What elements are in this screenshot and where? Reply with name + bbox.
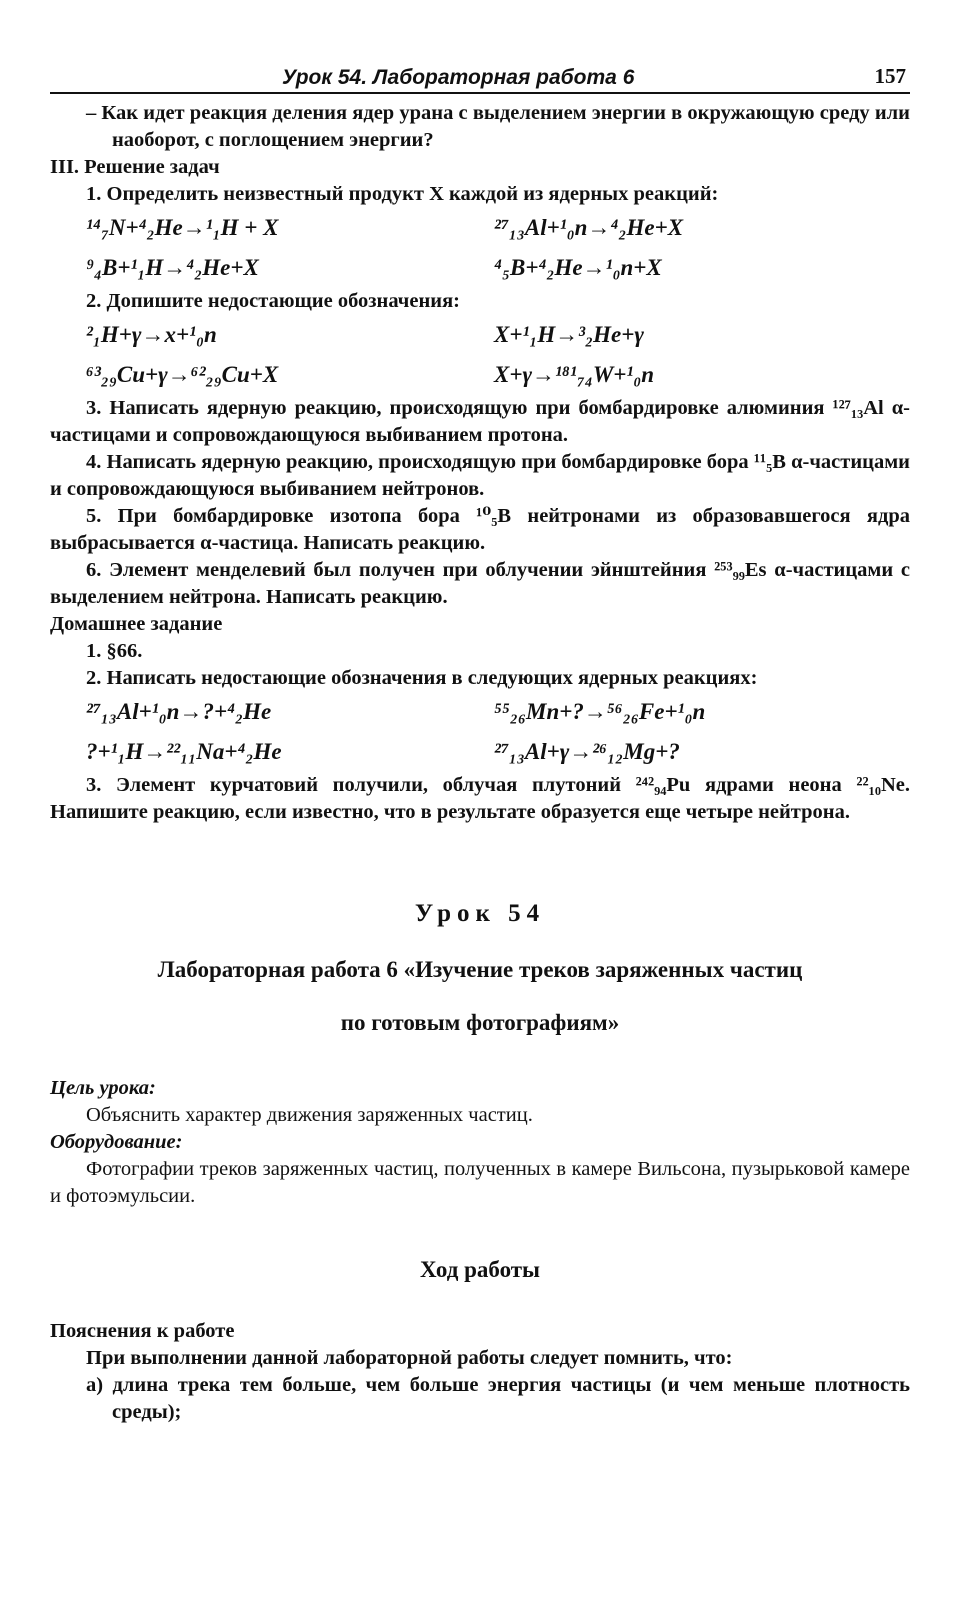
- equation: ¹⁴₇N+⁴₂He→¹₁H + X: [86, 215, 279, 240]
- lesson-title: по готовым фотографиям»: [340, 1010, 620, 1035]
- equation-row: [50, 355, 910, 395]
- equation: ²⁷₁₃Al+¹₀n→⁴₂He+X: [494, 215, 684, 240]
- task-6: 6. Элемент менделевий был получен при облучении эйнштейния ²⁵³₉₉Es α-частицами с выделением нейтрона. Написать реакцию.: [50, 559, 910, 608]
- lesson-heading: Урок 54: [414, 900, 546, 927]
- task-3: 3. Написать ядерную реакцию, происходящую при бомбардировке алюминия ¹²⁷₁₃Al α-частицами и сопровождающуюся выбиванием протона.: [50, 397, 910, 446]
- goal-label: Цель урока:: [50, 1077, 156, 1099]
- equipment-label: Оборудование:: [50, 1131, 183, 1153]
- explanation-item-a: а) длина трека тем больше, чем больше энергия частицы (и чем меньше плотность среды);: [86, 1374, 910, 1423]
- header-title: Урок 54. Лабораторная работа 6: [282, 66, 635, 89]
- lesson-title: Лабораторная работа 6 «Изучение треков заряженных частиц: [157, 957, 803, 982]
- goal-text: Объяснить характер движения заряженных частиц.: [86, 1104, 533, 1126]
- page-number: 157: [874, 64, 906, 88]
- task-5: 5. При бомбардировке изотопа бора ¹⁰₅B нейтронами из образовавшегося ядра выбрасывается α-частица. Написать реакцию.: [50, 505, 910, 554]
- equation: ²⁷₁₃Al+¹₀n→?+⁴₂He: [86, 699, 272, 724]
- homework-3: 3. Элемент курчатовий получили, облучая плутоний ²⁴²₉₄Pu ядрами неона ²²₁₀Ne. Напишите реакцию, если известно, что в результате образуется еще четыре нейтрона.: [50, 774, 910, 823]
- equipment-text: Фотографии треков заряженных частиц, полученных в камере Вильсона, пузырьковой камере и фотоэмульсии.: [50, 1158, 910, 1207]
- task-1: 1. Определить неизвестный продукт X каждой из ядерных реакций:: [86, 183, 719, 205]
- explanation-intro: При выполнении данной лабораторной работы следует помнить, что:: [86, 1347, 733, 1369]
- equation-row: [50, 692, 910, 732]
- equation: X+γ→¹⁸¹₇₄W+¹₀n: [494, 362, 655, 387]
- equation-row: [50, 248, 910, 288]
- task-2: 2. Допишите недостающие обозначения:: [86, 290, 460, 312]
- homework-1: 1. §66.: [86, 640, 143, 662]
- equation: ⁶³₂₉Cu+γ→⁶²₂₉Cu+X: [86, 362, 279, 387]
- equation: ⁴₅B+⁴₂He→¹₀n+X: [494, 255, 662, 280]
- equation-row: [50, 732, 910, 772]
- progress-heading: Ход работы: [419, 1257, 541, 1282]
- equation: ⁵⁵₂₆Mn+?→⁵⁶₂₆Fe+¹₀n: [494, 699, 706, 724]
- equation: X+¹₁H→³₂He+γ: [494, 322, 644, 347]
- equation: ²₁H+γ→x+¹₀n: [86, 322, 217, 347]
- homework-2: 2. Написать недостающие обозначения в следующих ядерных реакциях:: [86, 667, 758, 689]
- running-header: [50, 58, 910, 94]
- homework-heading: Домашнее задание: [50, 613, 223, 635]
- explanation-heading: Пояснения к работе: [50, 1320, 235, 1342]
- equation: ²⁷₁₃Al+γ→²⁶₁₂Mg+?: [494, 739, 680, 764]
- equation: ⁹₄B+¹₁H→⁴₂He+X: [86, 255, 259, 280]
- equation: ?+¹₁H→²²₁₁Na+⁴₂He: [86, 739, 282, 764]
- section-heading: III. Решение задач: [50, 156, 220, 178]
- document-page: [50, 58, 910, 1426]
- equation-row: [50, 315, 910, 355]
- intro-question: – Как идет реакция деления ядер урана с выделением энергии в окружающую среду или наоборот, с поглощением энергии?: [86, 102, 910, 151]
- task-4: 4. Написать ядерную реакцию, происходящую при бомбардировке бора ¹¹₅B α-частицами и сопровождающуюся выбиванием нейтронов.: [50, 451, 910, 500]
- equation-row: [50, 208, 910, 248]
